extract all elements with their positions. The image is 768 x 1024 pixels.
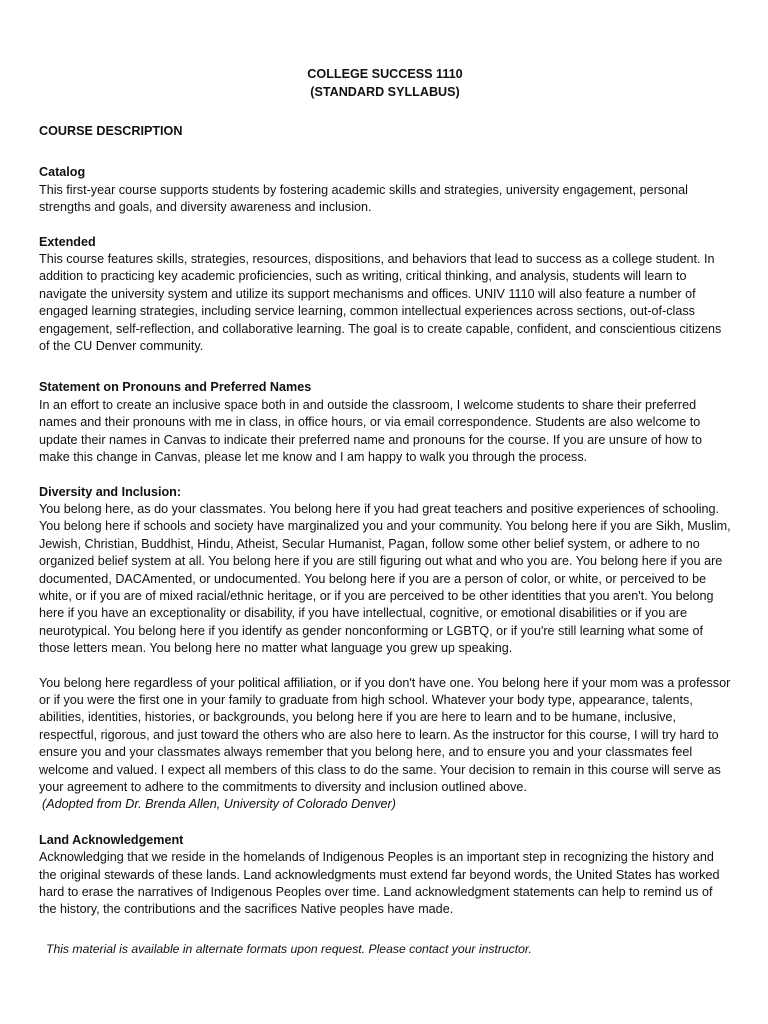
pronouns-heading: Statement on Pronouns and Preferred Names bbox=[39, 380, 312, 395]
diversity-paragraph-2: You belong here regardless of your political affiliation, or if you don't have one. You belong here if your mom was a professor or if you were the first one in your family to graduate from high school. Whatever your body type, appearance, talents, abilities, identities, histories, or backgrounds, you belong here if you are here to learn and to be humane, inclusive, respectful, rigorous, and just toward the others who are also here to learn. As the instructor for this course, I will try hard to ensure you and your classmates always remember that you belong here, and to ensure you and your classmates feel welcome and valued. I expect all members of this class to do the same. Your decision to remain in this course will serve as your agreement to adhere to the commitments to diversity and inclusion outlined above. bbox=[39, 675, 731, 794]
catalog-text: This first-year course supports students by fostering academic skills and strategies, university engagement, personal strengths and goals, and diversity awareness and inclusion. bbox=[39, 182, 688, 215]
pronouns-section bbox=[39, 379, 731, 466]
syllabus-page bbox=[39, 66, 731, 919]
diversity-attribution: (Adopted from Dr. Brenda Allen, University of Colorado Denver) bbox=[42, 797, 396, 812]
diversity-paragraph-1: You belong here, as do your classmates. You belong here if you had great teachers and positive experiences of schooling. You belong here if schools and society have marginalized you and your community. You belong here if you are Sikh, Muslim, Jewish, Christian, Buddhist, Hindu, Atheist, Secular Humanist, Pagan, follow some other belief system, or adhere to no organized belief system at all. You belong here if you are still figuring out what and who you are. You belong here if you are documented, DACAmented, or undocumented. You belong here if you are a person of color, or white, or perceived to be white, or if you are of mixed racial/ethnic heritage, or if you are perceived to be other identities that you aren't. You belong here if you have an exceptionality or disability, if you have intellectual, cognitive, or emotional disabilities or if you are neurotypical. You belong here if you identify as gender nonconforming or LGBTQ, or if you're still learning what some of those letters mean. You belong here no matter what language you grew up speaking. bbox=[39, 501, 731, 656]
catalog-section bbox=[39, 164, 731, 216]
diversity-section bbox=[39, 484, 731, 814]
extended-section bbox=[39, 234, 731, 356]
land-heading: Land Acknowledgement bbox=[39, 832, 184, 847]
land-section bbox=[39, 832, 731, 919]
extended-heading: Extended bbox=[39, 234, 96, 249]
catalog-heading: Catalog bbox=[39, 165, 86, 180]
accessibility-footer-note: This material is available in alternate formats upon request. Please contact your instructor. bbox=[46, 942, 532, 956]
pronouns-text: In an effort to create an inclusive space both in and outside the classroom, I welcome students to share their preferred names and their pronouns with me in class, in office hours, or via email correspondence. Students are also welcome to update their names in Canvas to indicate their preferred name and pronouns for the course. If you are unsure of how to make this change in Canvas, please let me know and I am happy to walk you through the process. bbox=[39, 397, 702, 465]
diversity-heading: Diversity and Inclusion: bbox=[39, 484, 182, 499]
course-description-heading: COURSE DESCRIPTION bbox=[39, 124, 183, 138]
land-text: Acknowledging that we reside in the homelands of Indigenous Peoples is an important step in recognizing the history and the original stewards of these lands. Land acknowledgments must extend far beyond words, the United States has worked hard to erase the narratives of Indigenous Peoples over time. Land acknowledgment statements can help to remind us of the history, the contributions and the sacrifices Native peoples have made. bbox=[39, 850, 720, 917]
extended-text: This course features skills, strategies, resources, dispositions, and behaviors that lead to success as a college student. In addition to practicing key academic proficiencies, such as writing, critical thinking, and analysis, students will learn to navigate the university system and utilize its support mechanisms and offices. UNIV 1110 will also feature a number of engaged learning strategies, including service learning, common intellectual experiences across sections, out-of-class engagement, self-reflection, and collaborative learning. The goal is to create capable, confident, and conscientious citizens of the CU Denver community. bbox=[39, 252, 722, 354]
document-subtitle: (STANDARD SYLLABUS) bbox=[310, 84, 460, 99]
document-title: COLLEGE SUCCESS 1110 bbox=[307, 67, 463, 81]
